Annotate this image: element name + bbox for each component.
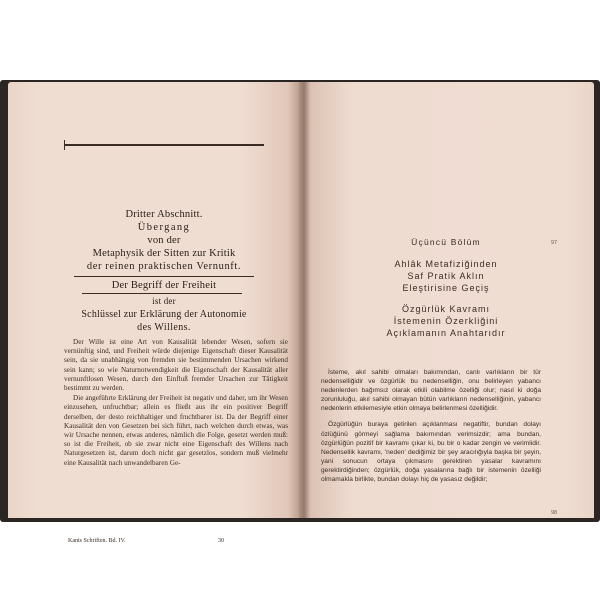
schluessel-line: Schlüssel zur Erklärung der Autonomie [81, 309, 247, 320]
turkish-paragraph-1: İsteme, akıl sahibi olmaları bakımından, canlı varlıkların bir tür nedenselliğidir ve özgürlük bu nedenselliğin, onu belirleyen yabancı nedenlerden bağımsız olarak etkili olabilme özelliği olur; nasıl ki doğa zorunluluğu, akıl sahibi olmayan bütün varlıkların nedenselliğinin, yabancı nedenlerin etkilemesiyle etkin olmaya belirlenmesi özelliğidir. [321, 369, 541, 413]
turkish-heading-6: Açıklamanın Anahtarıdır [386, 328, 506, 338]
right-page [300, 82, 594, 518]
transition-heading: Übergang [137, 222, 191, 233]
divider-rule [74, 276, 254, 277]
open-book [8, 82, 594, 544]
turkish-paragraph-2: Özgürlüğün buraya getirilen açıklanması negatiftir, bundan dolayı özlüğünü görmeyi sağlama bakımından verimsizdir; ama bundan, özgürlüğün pozitif bir kavramı çıkar ki, bu bir o kadar zengin ve verimlidir. Nedensellik kavramı, 'neden' dediğimiz bir şey aracılığıyla başka bir şeyin, yani sonucun ortaya çıkmasını gerektiren yasalar kavramını gerektirdiğinden; özgürlük, doğa yasalarına bağlı bir istemenin özelliği olmamakla birlikte, bundan dolayı hiç de yasasız değildir; [321, 421, 541, 484]
metaphysik-line: Metaphysik der Sitten zur Kritik [92, 248, 236, 259]
von-der-line: von der [147, 235, 181, 246]
reinen-vernunft-line: der reinen praktischen Vernunft. [86, 261, 242, 272]
margin-number-97: 97 [551, 240, 558, 246]
chapter-heading: Üçüncü Bölüm [411, 237, 481, 247]
turkish-heading-2: Saf Pratik Aklın [407, 271, 485, 281]
divider-rule-2 [82, 293, 242, 294]
german-paragraph-1: Der Wille ist eine Art von Kausalität lebender Wesen, sofern sie vernünftig sind, und Freiheit würde diejenige Eigenschaft dieser Kausalität sein, da sie unabhängig von fremden sie bestimmenden Ursachen wirkend sein kann; so wie Naturnotwendigkeit die Eigenschaft der Kausalität aller vernunftlosen Wesen, durch den Einfluß fremder Ursachen zur Tätigkeit bestimmt zu werden. [64, 338, 288, 393]
turkish-heading-1: Ahlâk Metafiziğinden [394, 259, 498, 269]
margin-number-98: 98 [551, 510, 558, 516]
top-rule [64, 144, 264, 146]
german-paragraph-2: Die angeführte Erklärung der Freiheit ist negativ und daher, um ihr Wesen einzusehen, unfruchtbar; allein es fließt aus ihr ein positiver Begriff derselben, der desto reichhaltiger und fruchtbarer ist. Da der Begriff einer Kausalität den von Gesetzen bei sich führt, nach welchen durch etwas, was wir Ursache nennen, etwas anderes, nämlich die Folge, gesetzt werden muß: so ist die Freiheit, ob sie zwar nicht eine Eigenschaft des Willens nach Naturgesetzen ist, darum doch nicht gar gesetzlos, sondern muß vielmehr eine Kausalität nach unwandelbaren Ge- [64, 394, 288, 467]
footer-page-number: 30 [218, 538, 224, 544]
german-body-text [64, 338, 288, 468]
section-heading: Dritter Abschnitt. [125, 209, 203, 220]
turkish-heading-5: İstemenin Özerkliğini [393, 316, 499, 326]
ist-der-line: ist der [152, 296, 176, 306]
des-willens-line: des Willens. [137, 322, 191, 333]
concept-title: Der Begriff der Freiheit [111, 280, 217, 291]
turkish-heading-3: Eleştirisine Geçiş [402, 283, 490, 293]
turkish-body-text [321, 368, 541, 484]
left-page [8, 82, 300, 544]
turkish-heading-4: Özgürlük Kavramı [401, 304, 491, 314]
footer-source: Kants Schriften. Bd. IV. [68, 538, 126, 544]
left-footer [64, 537, 288, 545]
